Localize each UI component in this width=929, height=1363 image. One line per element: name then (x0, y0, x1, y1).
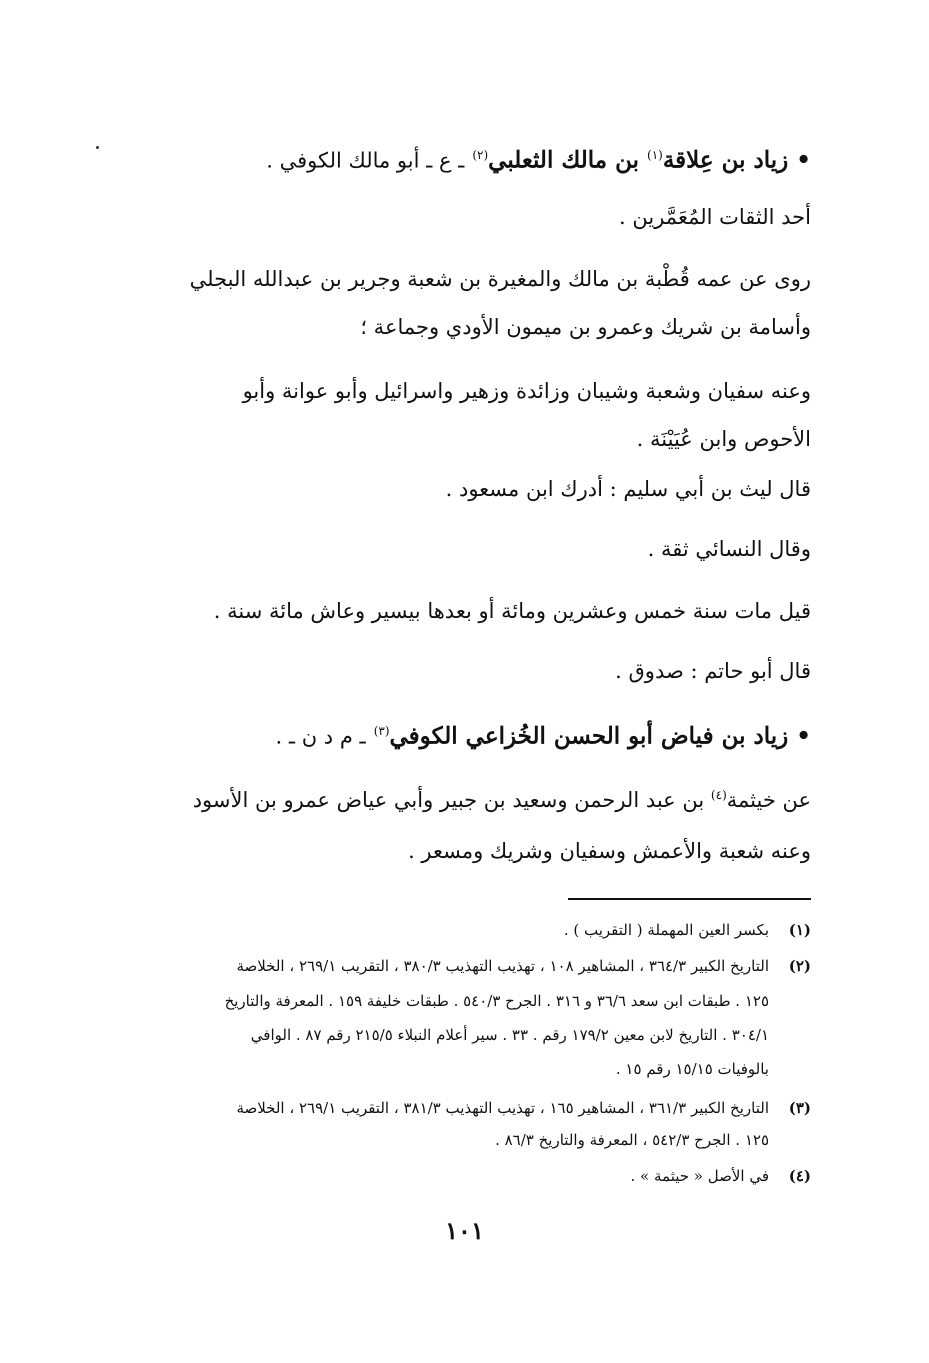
footnote-line: ١٢٥ . الجرح ٥٤٢/٣ ، المعرفة والتاريخ ٨٦/٣ . (495, 1131, 769, 1149)
footnote-line: في الأصل « حيثمة » . (630, 1167, 769, 1185)
footnote-number: (٢) (788, 957, 811, 975)
footnote-line: التاريخ الكبير ٣٦٤/٣ ، المشاهير ١٠٨ ، تهذيب التهذيب ٣٨٠/٣ ، التقريب ٢٦٩/١ ، الخلاصة (236, 957, 769, 975)
footnote-line: بالوفيات ١٥/١٥ رقم ١٥ . (615, 1060, 769, 1078)
entry-codes: ـ م د ن ـ . (275, 724, 366, 749)
paragraph: وقال النسائي ثقة . (647, 537, 811, 561)
footnote-separator (568, 898, 811, 900)
entry-header-ziyad-ibn-fayyad (111, 716, 811, 752)
paragraph: روى عن عمه قُطْبة بن مالك والمغيرة بن شعبة وجرير بن عبدالله البجلي (189, 267, 811, 291)
footnote-line: التاريخ الكبير ٣٦١/٣ ، المشاهير ١٦٥ ، تهذيب التهذيب ٣٨١/٣ ، التقريب ٢٦٩/١ ، الخلاصة (236, 1099, 769, 1117)
entry-header-ziyad-ibn-ilaqa (111, 140, 811, 176)
paragraph: أحد الثقات المُعَمَّرين . (619, 205, 811, 229)
page-number: ١٠١ (445, 1216, 484, 1245)
entry-name: • زياد بن عِلاقة (662, 146, 811, 174)
paragraph: وعنه سفيان وشعبة وشيبان وزائدة وزهير واسرائيل وأبو عوانة وأبو (242, 379, 811, 403)
paragraph (111, 780, 811, 815)
speck (96, 146, 99, 149)
paragraph: الأحوص وابن عُيَيْنَة . (636, 427, 811, 451)
footnote-number: (٤) (788, 1167, 811, 1185)
footnote-number: (٣) (788, 1099, 811, 1117)
paragraph: وأسامة بن شريك وعمرو بن ميمون الأودي وجماعة ؛ (360, 315, 811, 339)
paragraph: قيل مات سنة خمس وعشرين ومائة أو بعدها بيسير وعاش مائة سنة . (213, 599, 811, 623)
text: بن عبد الرحمن وسعيد بن جبير وأبي عياض عمرو بن الأسود (192, 788, 705, 812)
entry-name: • زياد بن فياض أبو الحسن الخُزاعي الكوفي (389, 722, 811, 750)
footnote-ref: (٤) (710, 788, 727, 802)
footnote-ref: (٢) (472, 148, 489, 162)
footnote-line: بكسر العين المهملة ( التقريب ) . (563, 921, 769, 939)
paragraph: وعنه شعبة والأعمش وسفيان وشريك ومسعر . (408, 839, 811, 863)
footnote-line: ٣٠٤/١ . التاريخ لابن معين ١٧٩/٢ رقم . ٣٣ . سير أعلام النبلاء ٢١٥/٥ رقم ٨٧ . الوافي (250, 1026, 769, 1044)
footnote-number: (١) (788, 921, 811, 939)
footnote-line: ١٢٥ . طبقات ابن سعد ٣٦/٦ و ٣١٦ . الجرح ٥٤٠/٣ . طبقات خليفة ١٥٩ . المعرفة والتاريخ (224, 992, 769, 1010)
paragraph: قال أبو حاتم : صدوق . (615, 659, 811, 683)
footnote-ref: (١) (647, 148, 663, 162)
entry-codes: ـ ع ـ أبو مالك الكوفي . (266, 148, 465, 173)
entry-name-cont: بن مالك الثعلبي (488, 146, 639, 174)
footnote-ref: (٣) (373, 724, 390, 738)
text: عن خيثمة (726, 788, 811, 812)
paragraph: قال ليث بن أبي سليم : أدرك ابن مسعود . (445, 477, 811, 501)
